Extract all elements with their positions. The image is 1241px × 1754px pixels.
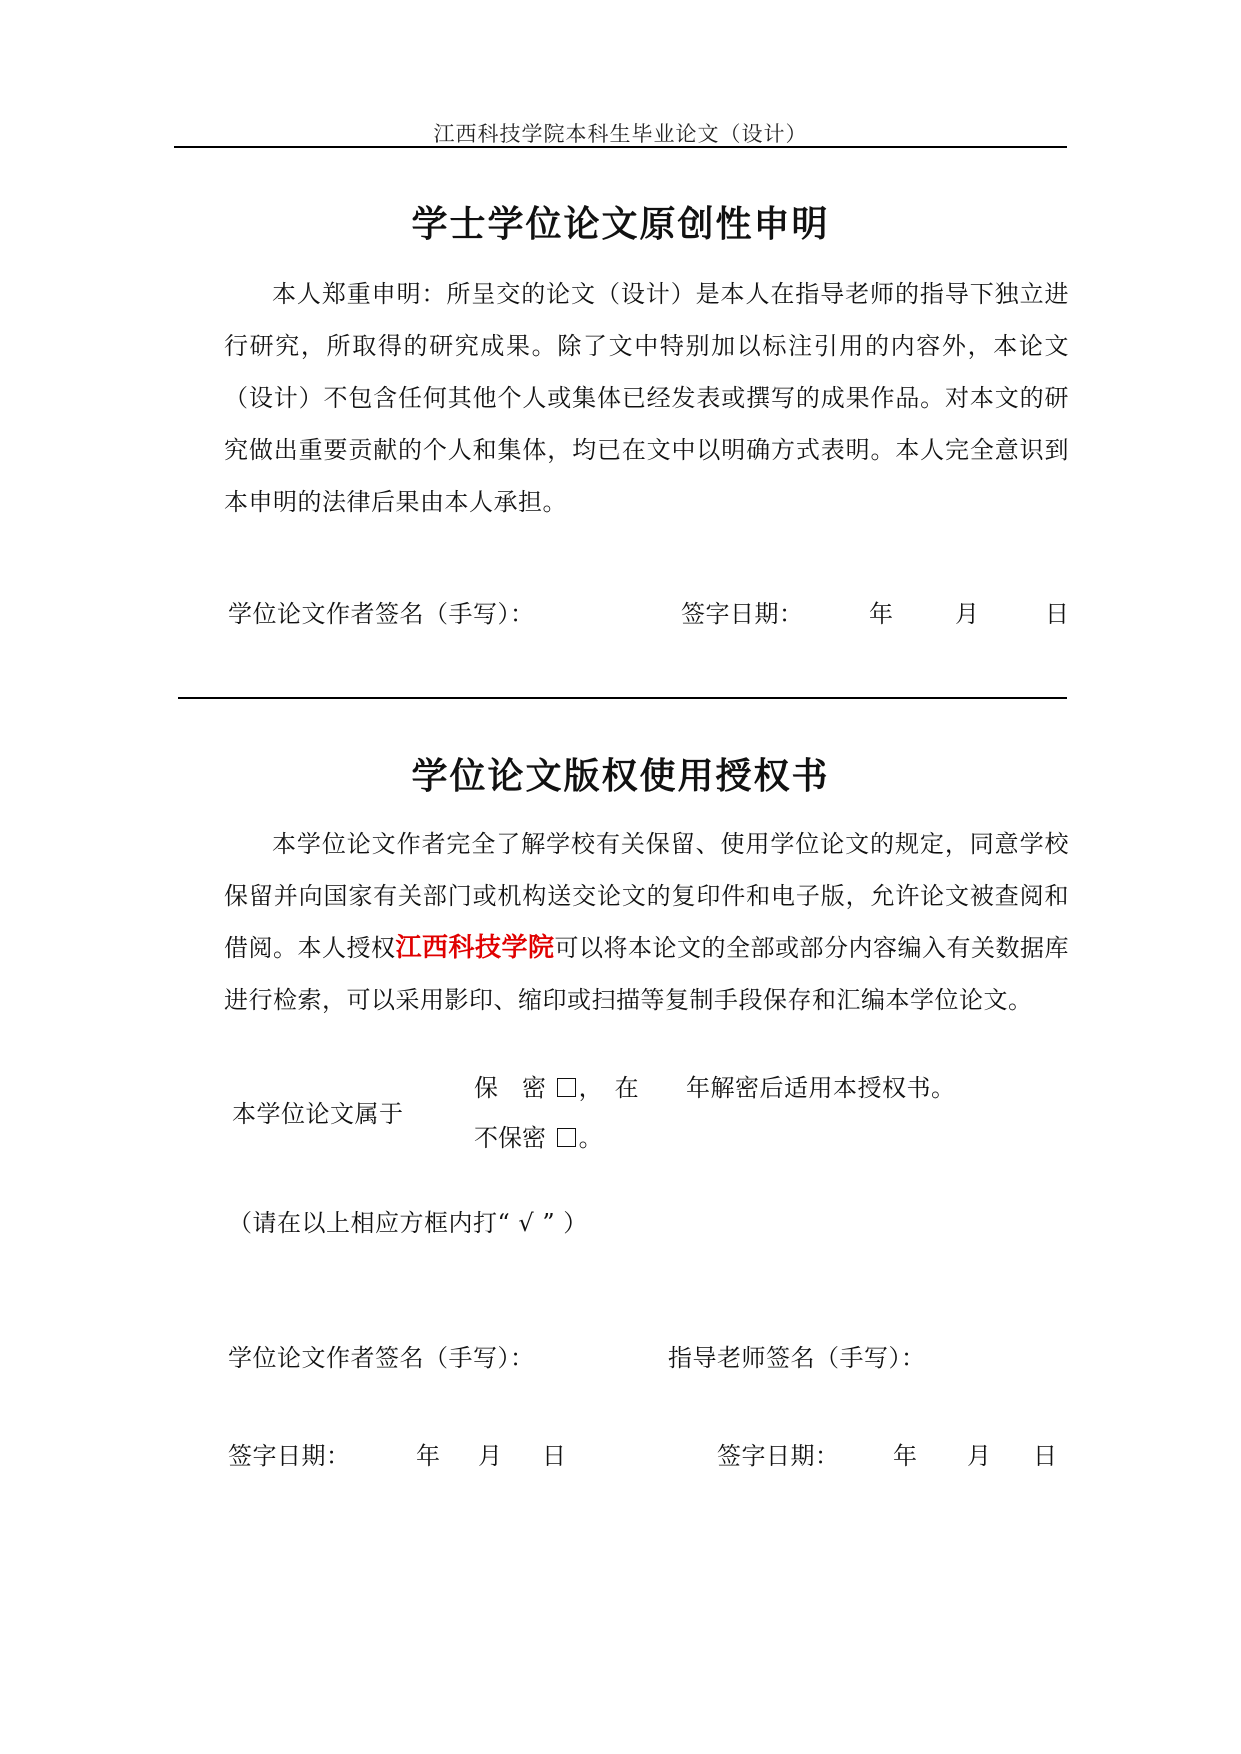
authorization-body-part2: 可以将本论文的全部或部分内容编入有关数据库进行检索，可以采用影印、缩印或扫描等复制手段保存和汇编本学位论文。 [224, 934, 1070, 1014]
declaration-title: 学士学位论文原创性申明 [411, 203, 830, 245]
non-confidential-label: 不保密 [474, 1124, 546, 1152]
belongs-label: 本学位论文属于 [232, 1100, 404, 1128]
non-confidential-checkbox[interactable] [557, 1128, 576, 1147]
declaration-date-label: 签字日期： [681, 600, 804, 628]
author-signature-label: 学位论文作者签名（手写）： [228, 1344, 535, 1372]
authorization-title: 学位论文版权使用授权书 [411, 755, 830, 797]
header-rule [174, 146, 1067, 148]
author-month-label: 月 [478, 1442, 503, 1470]
confidential-checkbox[interactable] [557, 1078, 576, 1097]
declaration-month-label: 月 [955, 600, 980, 628]
author-date-label: 签字日期： [228, 1442, 351, 1470]
advisor-day-label: 日 [1033, 1442, 1058, 1470]
school-name: 江西科技学院 [395, 933, 555, 963]
declaration-year-label: 年 [869, 600, 894, 628]
authorization-body-part1: 本学位论文作者完全了解学校有关保留、使用学位论文的规定，同意学校保留并向国家有关部门或机构送交论文的复印件和电子版，允许论文被查阅和借阅。本人授权 [224, 830, 1069, 962]
declaration-body: 本人郑重申明：所呈交的论文（设计）是本人在指导老师的指导下独立进行研究，所取得的研究成果。除了文中特别加以标注引用的内容外，本论文（设计）不包含任何其他个人或集体已经发表或撰写的成果作品。对本文的研究做出重要贡献的个人和集体，均已在文中以明确方式表明。本人完全意识到本申明的法律后果由本人承担。 [224, 280, 1069, 516]
advisor-month-label: 月 [967, 1442, 992, 1470]
authorization-body [224, 818, 1069, 1026]
section-divider [178, 697, 1067, 699]
advisor-signature-label: 指导老师签名（手写）： [668, 1344, 926, 1372]
non-confidential-row [474, 1118, 603, 1153]
declaration-signature-label: 学位论文作者签名（手写）： [228, 600, 535, 628]
checkbox-instruction: （请在以上相应方框内打“ √ ” ） [228, 1209, 588, 1237]
declaration-day-label: 日 [1045, 600, 1070, 628]
advisor-date-label: 签字日期： [717, 1442, 840, 1470]
page-header: 江西科技学院本科生毕业论文（设计） [433, 122, 808, 146]
non-confidential-suffix: 。 [578, 1124, 603, 1152]
confidential-row [474, 1068, 639, 1103]
confidential-tail: 年解密后适用本授权书。 [686, 1074, 956, 1102]
author-day-label: 日 [542, 1442, 567, 1470]
advisor-year-label: 年 [893, 1442, 918, 1470]
author-year-label: 年 [416, 1442, 441, 1470]
confidential-suffix: ， 在 [578, 1074, 639, 1102]
confidential-label: 保 密 [474, 1074, 546, 1102]
